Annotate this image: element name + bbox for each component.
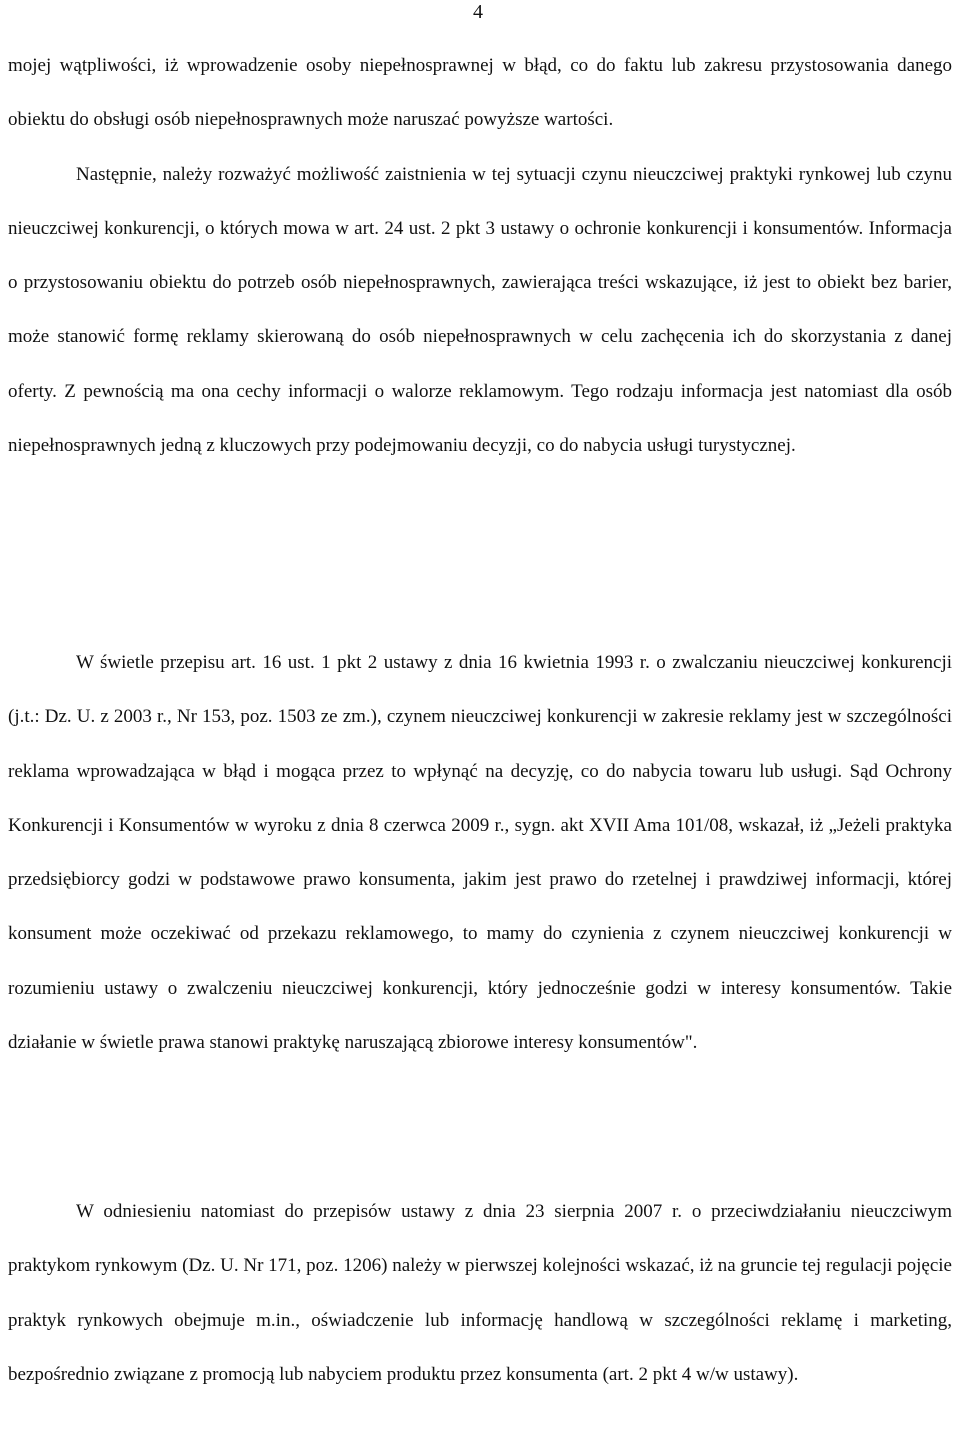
paragraph-market-practices-act: W odniesieniu natomiast do przepisów ustawy z dnia 23 sierpnia 2007 r. o przeciwdziałaniu nieuczciwym praktykom rynkowym (Dz. U. Nr 171, poz. 1206) należy w pierwszej kolejności wskazać, iż na gruncie tej regulacji pojęcie praktyk rynkowych obejmuje m.in., oświadczenie lub informację handlową w szczególności reklamę i marketing, bezpośrednio związane z promocją lub nabyciem produktu przez konsumenta (art. 2 pkt 4 w/w ustawy). xyxy=(8,1201,952,1385)
document-body xyxy=(8,39,952,473)
document-body-section-3 xyxy=(8,1185,952,1402)
paragraph-unfair-competition-act: W świetle przepisu art. 16 ust. 1 pkt 2 ustawy z dnia 16 kwietnia 1993 r. o zwalczaniu nieuczciwej konkurencji (j.t.: Dz. U. z 2003 r., Nr 153, poz. 1503 ze zm.), czynem nieuczciwej konkurencji w zakresie reklamy jest w szczególności reklama wprowadzająca w błąd i mogąca przez to wpłynąć na decyzję, co do nabycia towaru lub usługi. Sąd Ochrony Konkurencji i Konsumentów w wyroku z dnia 8 czerwca 2009 r., sygn. akt XVII Ama 101/08, wskazał, iż „Jeżeli praktyka przedsiębiorcy godzi w podstawowe prawo konsumenta, jakim jest prawo do rzetelnej i prawdziwej informacji, której konsument może oczekiwać od przekazu reklamowego, to mamy do czynienia z czynem nieuczciwej konkurencji w rozumieniu ustawy o zwalczeniu nieuczciwej konkurencji, który jednocześnie godzi w interesy konsumentów. Takie działanie w świetle prawa stanowi praktykę naruszającą zbiorowe interesy konsumentów". xyxy=(8,652,952,1054)
paragraph-unfair-practice: Następnie, należy rozważyć możliwość zaistnienia w tej sytuacji czynu nieuczciwej praktyki rynkowej lub czynu nieuczciwej konkurencji, o których mowa w art. 24 ust. 2 pkt 3 ustawy o ochronie konkurencji i konsumentów. Informacja o przystosowaniu obiektu do potrzeb osób niepełnosprawnych, zawierająca treści wskazujące, iż jest to obiekt bez barier, może stanowić formę reklamy skierowaną do osób niepełnosprawnych w celu zachęcenia ich do skorzystania z danej oferty. Z pewnością ma ona cechy informacji o walorze reklamowym. Tego rodzaju informacja jest natomiast dla osób niepełnosprawnych jedną z kluczowych przy podejmowaniu decyzji, co do nabycia usługi turystycznej. xyxy=(8,163,952,457)
page-number: 4 xyxy=(473,1,483,23)
document-body-section-2 xyxy=(8,636,952,1070)
paragraph-continuation: mojej wątpliwości, iż wprowadzenie osoby niepełnosprawnej w błąd, co do faktu lub zakresu przystosowania danego obiektu do obsługi osób niepełnosprawnych może naruszać powyższe wartości. xyxy=(8,55,952,131)
